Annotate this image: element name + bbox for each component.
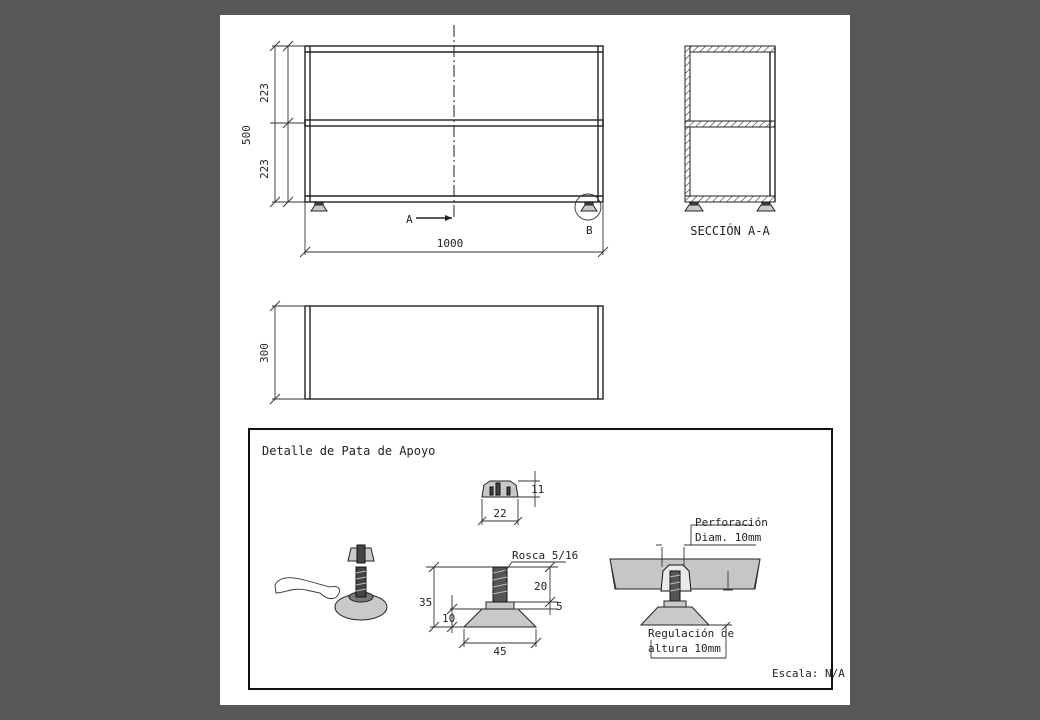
dim-depth: 300 [258,343,271,363]
dim-base-width: 45 [493,645,507,658]
technical-drawing [220,15,850,705]
foot-isometric [275,545,387,620]
thread-label: Rosca 5/16 [512,549,579,562]
dim-35: 35 [419,596,433,609]
dim-lower-shelf: 223 [258,159,271,179]
section-top-panel [685,46,775,52]
section-title: SECCIÓN A-A [690,224,770,238]
detail-title: Detalle de Pata de Apoyo [262,444,436,458]
dim-nut-width: 22 [493,507,507,520]
dim-nut-height: 11 [531,483,545,496]
section-middle-shelf [685,121,775,127]
dim-total-height: 500 [240,125,253,145]
nut-view [478,471,540,525]
perforation-line2: Diam. 10mm [695,531,762,544]
foot-side-view [426,562,566,648]
detail-b-label: B [586,224,593,237]
dim-5: 5 [556,600,563,613]
dim-upper-shelf: 223 [258,83,271,103]
top-view [258,301,603,404]
dim-10: 10 [442,612,456,625]
front-foot-left [311,202,327,211]
section-foot-left [685,202,703,211]
dim-width: 1000 [436,237,464,250]
dim-20: 20 [534,580,548,593]
wrench-icon [275,578,340,599]
perforation-line1: Perforación [695,516,768,529]
section-bottom-panel [685,196,775,202]
top-frame [305,306,603,399]
section-a-label: A [406,213,413,226]
regulation-line1: Regulación de [648,627,735,640]
front-view [240,25,608,257]
vertical-dimensions [270,41,305,207]
scale-label: Escala: N/A [772,667,845,680]
regulation-line2: altura 10mm [648,642,721,655]
detail-box [249,429,845,689]
section-view [685,46,775,238]
section-foot-right [757,202,775,211]
drawing-sheet [220,15,850,705]
front-foot-right [581,202,597,211]
